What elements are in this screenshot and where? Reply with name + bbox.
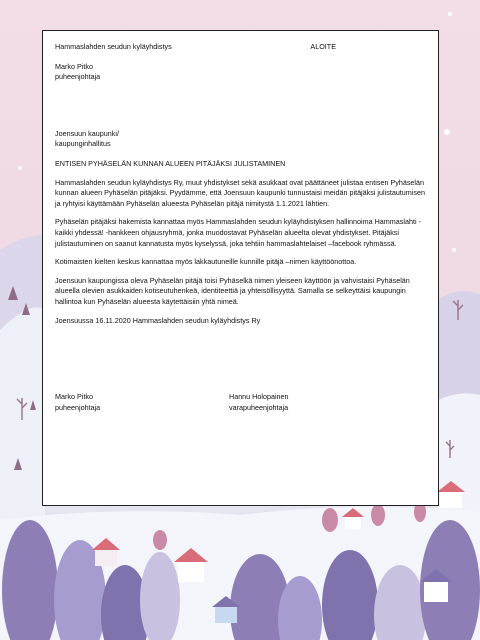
sender-name: Marko Pitko [55,61,93,71]
recipient-line-1: Joensuun kaupunki/ [55,128,119,138]
signature-vice-chair [229,392,403,413]
signature-role: varapuheenjohtaja [229,402,289,412]
sender-role: puheenjohtaja [55,72,101,82]
signature-chair [55,392,229,413]
paragraph-3: Kotimaisten kielten keskus kannattaa myös lakkautuneille kunnille pitäjä –nimen käyttöönottoa. [55,257,357,267]
letter-title: ENTISEN PYHÄSELÄN KUNNAN ALUEEN PITÄJÄKSI JULISTAMINEN [55,158,286,168]
paragraph-1: Hammaslahden seudun kyläyhdistys Ry, muut yhdistykset sekä asukkaat ovat päättäneet julistaa entisen Pyhäselän kunnan alueen Pyhäselän pitäjäksi. Pyydämme, että Joensuun kaupunki tunnustaisi meidän pitäjäksi julistautumisen ja ryhtyisi käyttämään Pyhäselän alueesta Pyhäselän pitäjä nimitystä 1.1.2021 lähtien. [55,177,425,208]
signature-role: puheenjohtaja [55,402,101,412]
date-line: Joensuussa 16.11.2020 Hammaslahden seudun kyläyhdistys Ry [55,315,261,325]
letter-page [42,30,439,506]
document-type: ALOITE [310,42,336,51]
signature-name: Marko Pitko [55,392,93,402]
left-snow-slope [0,308,45,541]
paragraph-2: Pyhäselän pitäjäksi hakemista kannattaa myös Hammaslahden seudun kyläyhdistyksen hallinnoima Hammaslahti - kaikki yhdessä! -hankkeen ohjausryhmä, jonka muodostavat Pyhäselän alueelta olevat yhdistykset. Pitäjäksi julistautuminen on saanut kannatusta myös kyselyssä, joka tehtiin hammaslahtelaiset –facebook ryhmässä. [55,217,421,248]
recipient-line-2: kaupunginhallitus [55,139,111,149]
signature-name: Hannu Holopainen [229,392,289,402]
paragraph-4: Joensuun kaupungissa oleva Pyhäselän pitäjä toisi Pyhäselkä nimen yleiseen käyttöön ja vahvistaisi Pyhäselän alueella olevien asukkaiden kotiseutuhenkeä, identiteettiä ja yhteisöllisyyttä. Samalla se selkeyttäisi kaupungin hallintoa kun Pyhäselän alueesta käytettäisiin yhtä nimeä. [55,275,410,306]
organization-name: Hammaslahden seudun kyläyhdistys [55,42,172,51]
letter-header [55,42,426,53]
signatures [55,392,426,413]
